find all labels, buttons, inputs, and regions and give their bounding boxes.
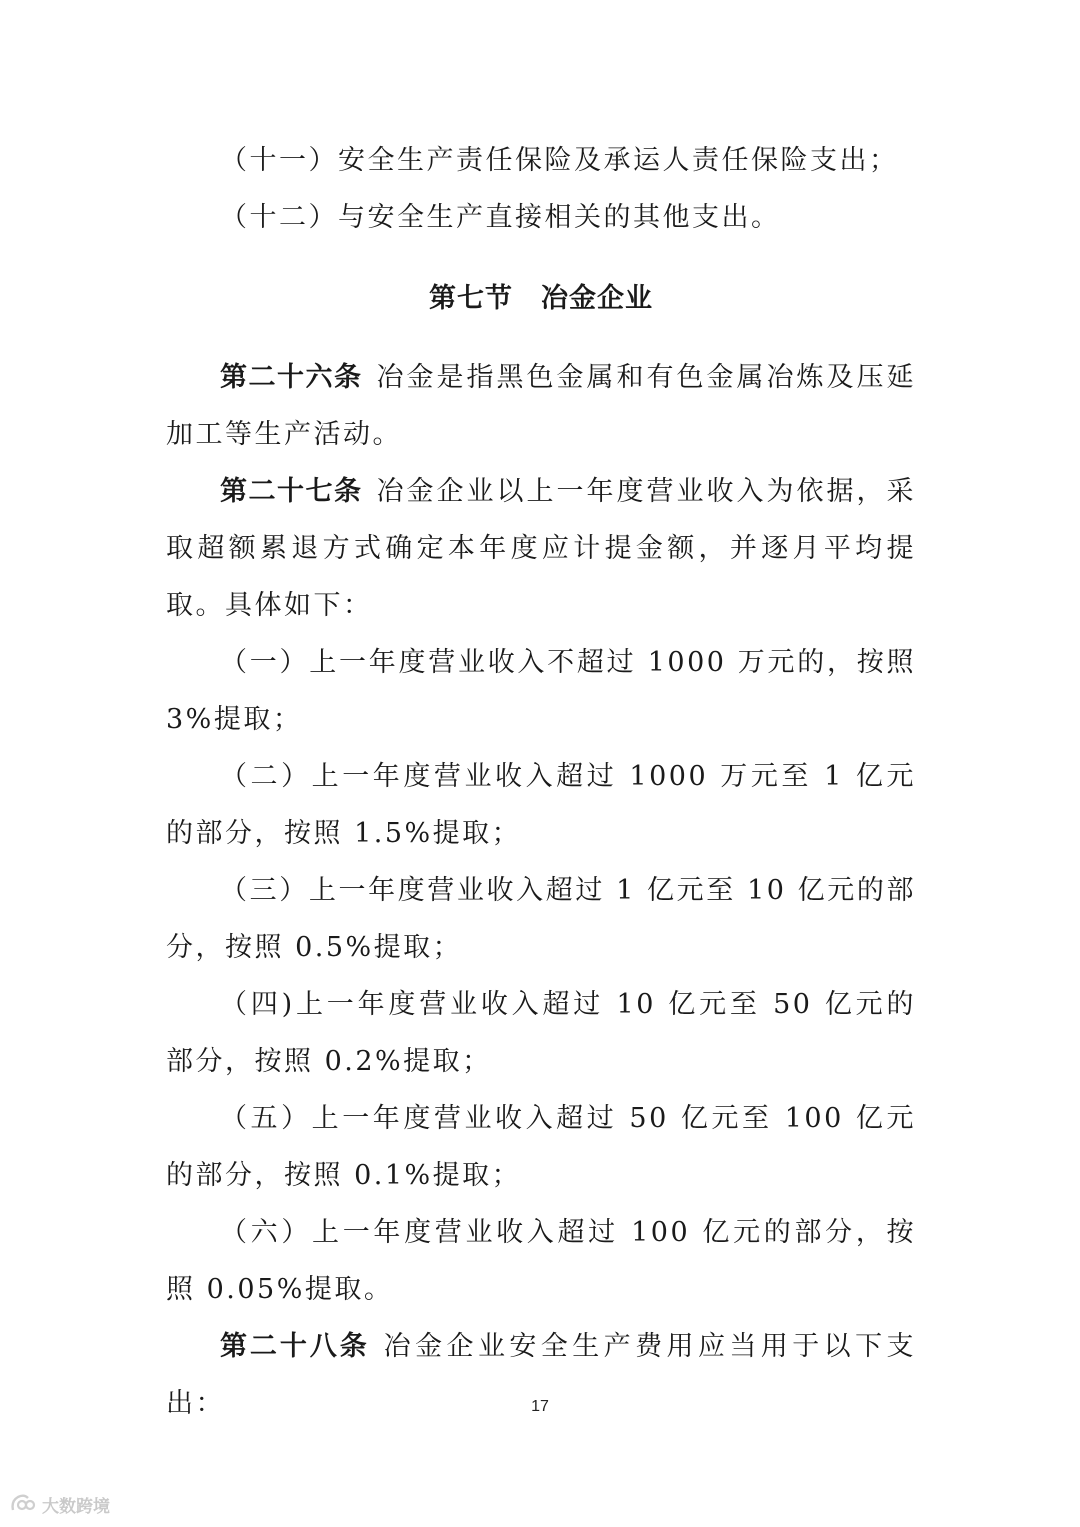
list-item-12: （十二）与安全生产直接相关的其他支出。 xyxy=(220,202,781,233)
list-item: （五）上一年度营业收入超过 50 亿元至 100 亿元的部分，按照 0.1%提取； xyxy=(166,1103,916,1191)
list-item: （二）上一年度营业收入超过 1000 万元至 1 亿元的部分，按照 1.5%提取； xyxy=(166,761,916,849)
article-27-label: 第二十七条 xyxy=(220,476,363,507)
article-26 xyxy=(166,349,916,463)
list-item: （六）上一年度营业收入超过 100 亿元的部分，按照 0.05%提取。 xyxy=(166,1217,916,1305)
list-item: （一）上一年度营业收入不超过 1000 万元的，按照 3%提取； xyxy=(166,647,916,735)
document-body xyxy=(166,132,916,1432)
article-27-text: 冶金企业以上一年度营业收入为依据，采取超额累退方式确定本年度应计提金额，并逐月平均提取。具体如下： xyxy=(166,476,916,621)
article-27 xyxy=(166,463,916,634)
list-item: （三）上一年度营业收入超过 1 亿元至 10 亿元的部分，按照 0.5%提取； xyxy=(166,875,916,963)
list-item: （四)上一年度营业收入超过 10 亿元至 50 亿元的部分，按照 0.2%提取； xyxy=(166,989,916,1077)
list-item-11: （十一）安全生产责任保险及承运人责任保险支出； xyxy=(220,145,899,176)
watermark xyxy=(10,1490,110,1518)
article-26-text: 冶金是指黑色金属和有色金属冶炼及压延加工等生产活动。 xyxy=(166,362,916,450)
section-title: 第七节 冶金企业 xyxy=(429,283,653,314)
article-28-label: 第二十八条 xyxy=(220,1331,370,1362)
watermark-text: 大数跨境 xyxy=(42,1496,110,1517)
watermark-logo-icon xyxy=(10,1493,36,1515)
page-number: 17 xyxy=(531,1398,549,1415)
article-26-label: 第二十六条 xyxy=(220,362,363,393)
article-28-text: 冶金企业安全生产费用应当用于以下支出： xyxy=(166,1331,917,1419)
